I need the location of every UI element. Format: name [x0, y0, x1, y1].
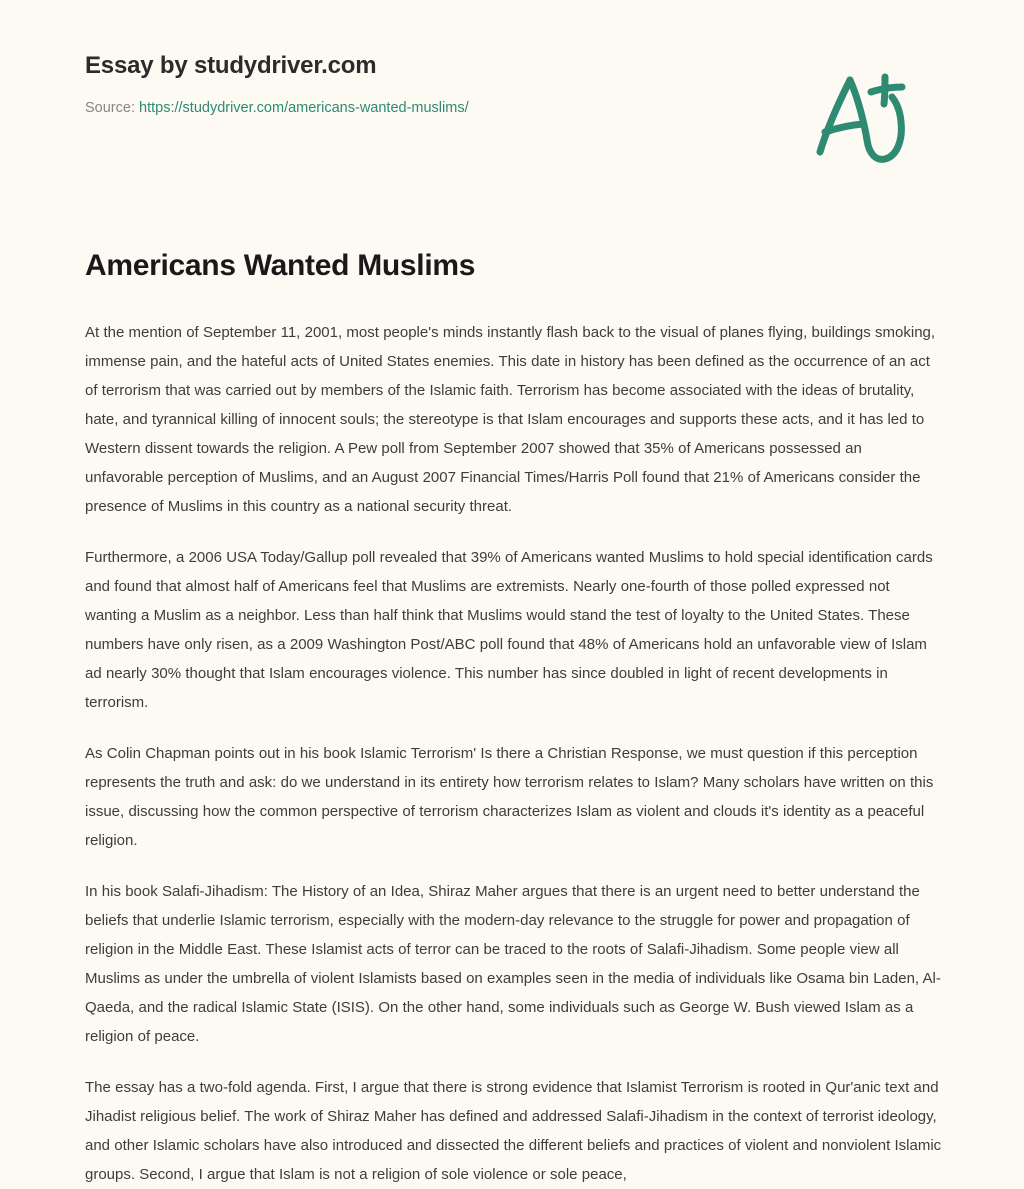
- studydriver-a-plus-logo: [806, 66, 914, 166]
- source-url-link[interactable]: https://studydriver.com/americans-wanted-muslims/: [139, 99, 469, 116]
- brand-title: Essay by studydriver.com: [85, 52, 377, 79]
- page-title: Americans Wanted Muslims: [85, 249, 476, 282]
- paragraph: Furthermore, a 2006 USA Today/Gallup poll revealed that 39% of Americans wanted Muslims to hold special identification cards and found that almost half of Americans feel that Muslims are extremists. Nearly one-fourth of those polled expressed not wanting a Muslim as a neighbor. Less than half think that Muslims would stand the test of loyalty to the United States. These numbers have only risen, as a 2009 Washington Post/ABC poll found that 48% of Americans hold an unfavorable view of Islam ad nearly 30% thought that Islam encourages violence. This number has since doubled in light of recent developments in terrorism.: [85, 549, 933, 711]
- essay-body: [85, 318, 942, 1189]
- paragraph: The essay has a two-fold agenda. First, I argue that there is strong evidence that Islamist Terrorism is rooted in Qur'anic text and Jihadist religious belief. The work of Shiraz Maher has defined and addressed Salafi-Jihadism in the context of terrorist ideology, and other Islamic scholars have also introduced and dissected the different beliefs and practices of violent and nonviolent Islamic groups. Second, I argue that Islam is not a religion of sole violence or sole peace,: [85, 1079, 942, 1183]
- source-label: Source:: [85, 99, 135, 116]
- paragraph: As Colin Chapman points out in his book Islamic Terrorism' Is there a Christian Response, we must question if this perception represents the truth and ask: do we understand in its entirety how terrorism relates to Islam? Many scholars have written on this issue, discussing how the common perspective of terrorism characterizes Islam as violent and clouds it's identity as a peaceful religion.: [85, 745, 934, 849]
- paragraph: In his book Salafi-Jihadism: The History of an Idea, Shiraz Maher argues that there is an urgent need to better understand the beliefs that underlie Islamic terrorism, especially with the modern-day relevance to the struggle for power and propagation of religion in the Middle East. These Islamist acts of terror can be traced to the roots of Salafi-Jihadism. Some people view all Muslims as under the umbrella of violent Islamists based on examples seen in the media of individuals like Osama bin Laden, Al-Qaeda, and the radical Islamic State (ISIS). On the other hand, some individuals such as George W. Bush viewed Islam as a religion of peace.: [85, 883, 941, 1045]
- paragraph: At the mention of September 11, 2001, most people's minds instantly flash back to the visual of planes flying, buildings smoking, immense pain, and the hateful acts of United States enemies. This date in history has been defined as the occurrence of an act of terrorism that was carried out by members of the Islamic faith. Terrorism has become associated with the ideas of brutality, hate, and tyrannical killing of innocent souls; the stereotype is that Islam encourages and supports these acts, and it has led to Western dissent towards the religion. A Pew poll from September 2007 showed that 35% of Americans possessed an unfavorable perception of Muslims, and an August 2007 Financial Times/Harris Poll found that 21% of Americans consider the presence of Muslims in this country as a national security threat.: [85, 324, 936, 515]
